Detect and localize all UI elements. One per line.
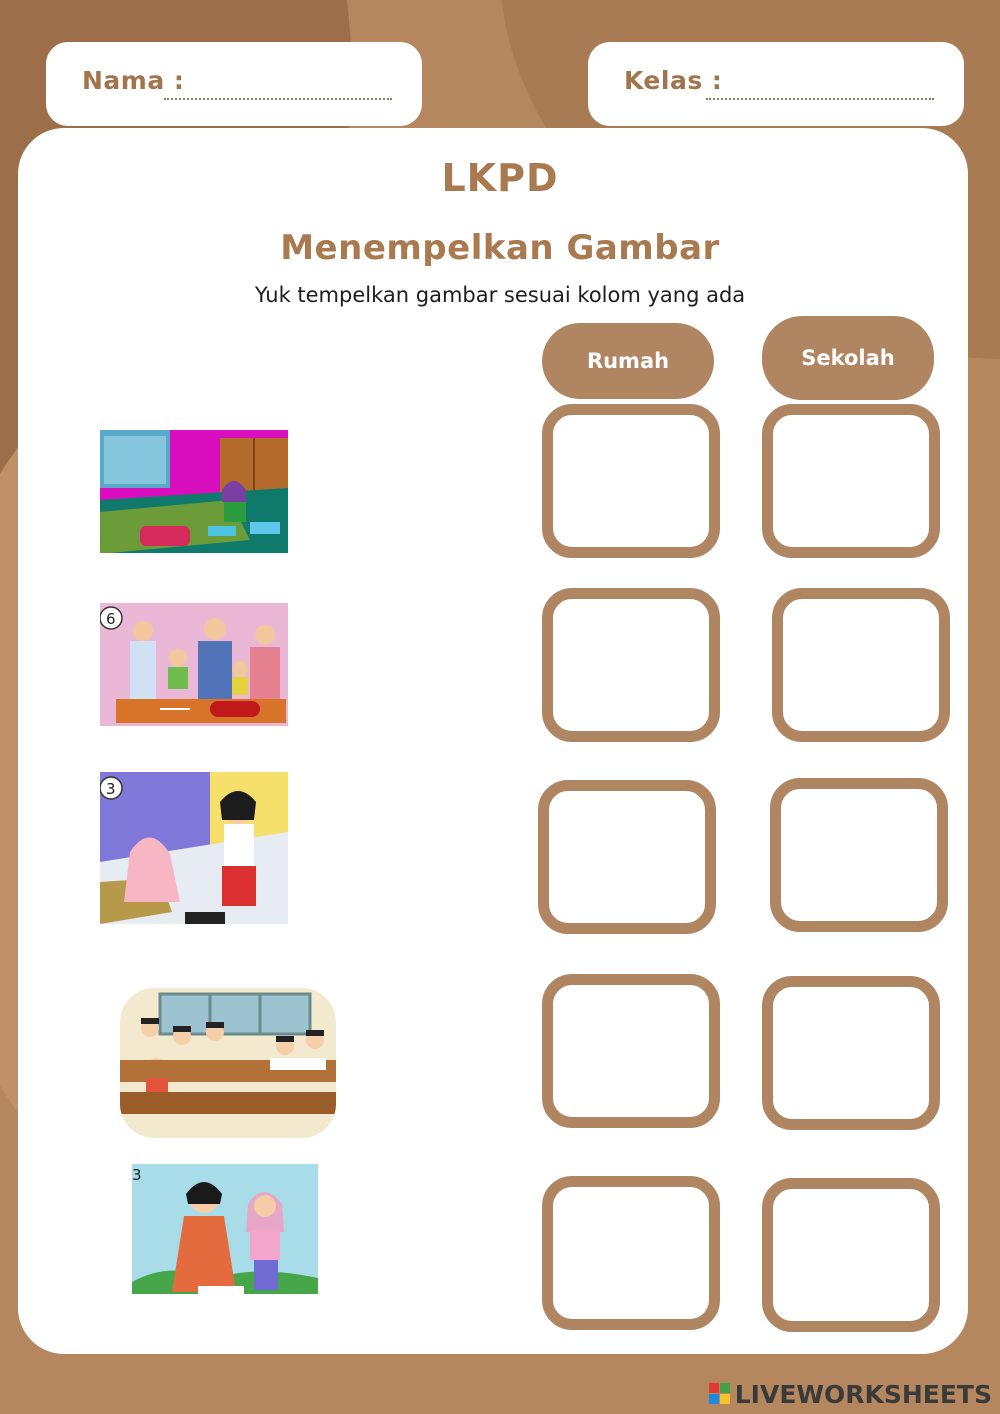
drop-box-sekolah-2[interactable] (772, 588, 950, 742)
drop-box-rumah-3[interactable] (538, 780, 716, 934)
worksheet-title: LKPD (441, 156, 559, 200)
name-field[interactable] (46, 42, 422, 126)
scene-image-two-girls-greeting[interactable] (132, 1164, 318, 1294)
liveworksheets-brand-text: LIVEWORKSHEETS (734, 1379, 992, 1409)
drop-box-rumah-4[interactable] (542, 974, 720, 1128)
liveworksheets-logo-icon (709, 1383, 731, 1405)
drop-box-sekolah-3[interactable] (770, 778, 948, 932)
drop-box-rumah-5[interactable] (542, 1176, 720, 1330)
worksheet-instruction: Yuk tempelkan gambar sesuai kolom yang ada (254, 283, 746, 307)
liveworksheets-brand[interactable] (709, 1380, 992, 1408)
scene-image-prayer-at-home[interactable] (100, 430, 288, 553)
class-field[interactable] (588, 42, 964, 126)
drop-box-sekolah-5[interactable] (762, 1178, 940, 1332)
scene-image-family-funeral-prayer[interactable] (100, 603, 288, 726)
drop-box-rumah-1[interactable] (542, 404, 720, 558)
drop-box-rumah-2[interactable] (542, 588, 720, 742)
scene-number-3b: 3 (132, 1166, 142, 1184)
name-dotted-line (164, 96, 392, 100)
class-dotted-line (706, 96, 934, 100)
scene-number-6: 6 (106, 610, 116, 628)
name-label: Nama : (82, 66, 185, 95)
scene-image-girls-prayer-room[interactable] (100, 772, 288, 924)
column-header-rumah: Rumah (542, 323, 714, 399)
scene-image-classroom-prayer[interactable] (120, 988, 336, 1138)
scene-number-3a: 3 (106, 780, 116, 798)
drop-box-sekolah-1[interactable] (762, 404, 940, 558)
worksheet-subtitle: Menempelkan Gambar (280, 228, 720, 268)
drop-box-sekolah-4[interactable] (762, 976, 940, 1130)
class-label: Kelas : (624, 66, 723, 95)
column-header-sekolah: Sekolah (762, 316, 934, 400)
